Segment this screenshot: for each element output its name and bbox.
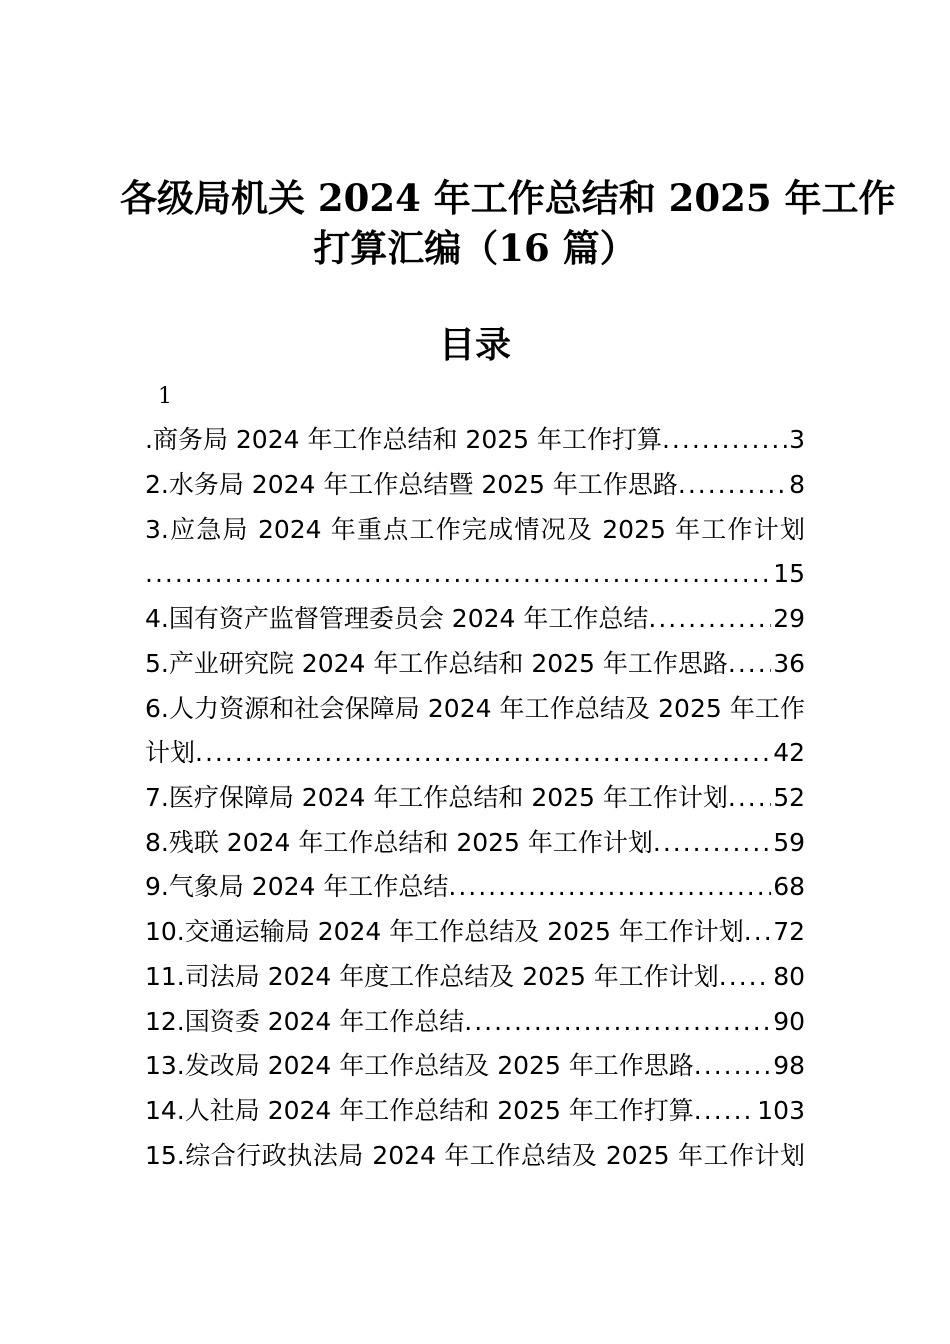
toc-entry-title: 5.产业研究院 2024 年工作总结和 2025 年工作思路	[145, 649, 728, 678]
toc-entry-title: 15.综合行政执法局 2024 年工作总结及 2025 年工作计划	[145, 1141, 805, 1170]
toc-leader-dots	[744, 912, 771, 952]
toc-entry[interactable]	[145, 1002, 805, 1042]
toc-entry[interactable]	[145, 823, 805, 863]
toc-entry-title: 4.国有资产监督管理委员会 2024 年工作总结	[145, 604, 649, 633]
toc-entry[interactable]	[145, 1136, 805, 1176]
toc-entry-page: 103	[757, 1096, 805, 1125]
toc-entry[interactable]	[145, 420, 805, 460]
toc-leader-dots	[694, 1046, 771, 1086]
toc-entry-page: 68	[773, 872, 805, 901]
toc-entry[interactable]	[145, 510, 805, 550]
toc-entry-page: 36	[773, 649, 805, 678]
toc-entry-title: 9.气象局 2024 年工作总结	[145, 872, 449, 901]
toc-leader-dots	[728, 644, 771, 684]
toc-entry-page: 3	[789, 425, 805, 454]
toc-entry[interactable]	[145, 1046, 805, 1086]
toc-leader-dots	[448, 867, 771, 907]
toc-entry[interactable]	[145, 912, 805, 952]
toc-entry-page: 8	[789, 470, 805, 499]
toc-leading-number: 1	[158, 384, 172, 409]
toc-leader-dots	[662, 420, 787, 460]
toc-entry-page: 59	[773, 828, 805, 857]
toc-entry-title: 7.医疗保障局 2024 年工作总结和 2025 年工作计划	[145, 783, 728, 812]
toc-leader-dots	[653, 823, 771, 863]
toc-leader-dots	[728, 778, 771, 818]
toc-entry-title: 2.水务局 2024 年工作总结暨 2025 年工作思路	[145, 470, 678, 499]
toc-entry[interactable]	[145, 644, 805, 684]
toc-entry-title: .商务局 2024 年工作总结和 2025 年工作打算	[145, 425, 662, 454]
toc-heading: 目录	[438, 324, 511, 366]
toc-entry-title: 6.人力资源和社会保障局 2024 年工作总结及 2025 年工作	[145, 694, 805, 723]
toc-leader-dots	[648, 599, 771, 639]
toc-entry-page: 29	[773, 604, 805, 633]
toc-entry[interactable]	[145, 599, 805, 639]
toc-entry-title: 11.司法局 2024 年度工作总结及 2025 年工作计划	[145, 962, 719, 991]
toc-entry[interactable]	[145, 867, 805, 907]
toc-entry-page: 15	[773, 559, 805, 588]
toc-entry[interactable]	[145, 689, 805, 729]
toc-entry[interactable]	[145, 957, 805, 997]
toc-entry-title: 14.人社局 2024 年工作总结和 2025 年工作打算	[145, 1096, 694, 1125]
toc-leader-dots	[719, 957, 771, 997]
toc-entry-title: 8.残联 2024 年工作总结和 2025 年工作计划	[145, 828, 653, 857]
toc-entry[interactable]	[145, 1091, 805, 1131]
toc-entry[interactable]	[145, 465, 805, 505]
toc-leader-dots	[694, 1091, 755, 1131]
toc-entry-title: 12.国资委 2024 年工作总结	[145, 1007, 465, 1036]
toc-entry-page: 42	[773, 738, 805, 767]
toc-entry-continuation[interactable]	[145, 733, 805, 773]
toc-leader-dots	[678, 465, 787, 505]
document-title-line-2: 打算汇编（16 篇）	[313, 226, 637, 270]
toc-leader-dots	[195, 733, 771, 773]
toc-entry-page: 90	[773, 1007, 805, 1036]
toc-entry-continuation[interactable]	[145, 554, 805, 594]
toc-entry-title-continuation: 计划	[145, 738, 196, 767]
toc-entry-page: 98	[773, 1051, 805, 1080]
toc-entry-title: 10.交通运输局 2024 年工作总结及 2025 年工作计划	[145, 917, 744, 946]
toc-entry[interactable]	[145, 778, 805, 818]
toc-entry-page: 80	[773, 962, 805, 991]
toc-leader-dots	[464, 1002, 771, 1042]
toc-entry-page: 72	[773, 917, 805, 946]
document-title-line-1: 各级局机关 2024 年工作总结和 2025 年工作	[120, 176, 896, 220]
toc-entry-page: 52	[773, 783, 805, 812]
toc-entry-title: 13.发改局 2024 年工作总结及 2025 年工作思路	[145, 1051, 694, 1080]
toc-leader-dots	[145, 554, 771, 594]
toc-entry-title: 3.应急局 2024 年重点工作完成情况及 2025 年工作计划	[145, 515, 805, 544]
